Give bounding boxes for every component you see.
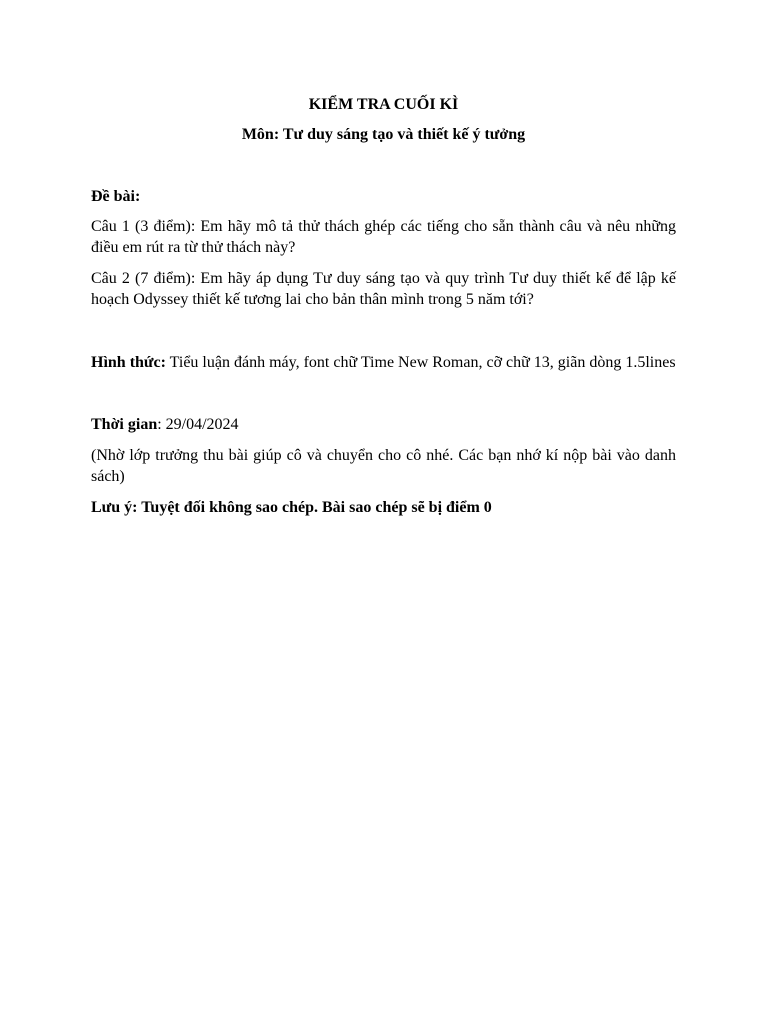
- time-text: : 29/04/2024: [157, 416, 239, 433]
- time-label: Thời gian: [91, 416, 158, 433]
- format-text: Tiểu luận đánh máy, font chữ Time New Roman, cỡ chữ 13, giãn dòng 1.5lines: [165, 354, 676, 371]
- plagiarism-warning: Lưu ý: Tuyệt đối không sao chép. Bài sao chép sẽ bị điểm 0: [91, 499, 492, 516]
- exam-title: KIỂM TRA CUỐI KÌ: [308, 96, 459, 113]
- question-1: Câu 1 (3 điểm): Em hãy mô tả thử thách ghép các tiếng cho sẵn thành câu và nêu những điều em rút ra từ thử thách này?: [91, 218, 676, 256]
- document-body: [91, 94, 676, 518]
- question-2: Câu 2 (7 điểm): Em hãy áp dụng Tư duy sáng tạo và quy trình Tư duy thiết kế để lập kế hoạch Odyssey thiết kế tương lai cho bản thân mình trong 5 năm tới?: [91, 270, 676, 308]
- deadline-paragraph: [91, 414, 676, 435]
- submission-note: (Nhờ lớp trưởng thu bài giúp cô và chuyển cho cô nhé. Các bạn nhớ kí nộp bài vào danh sách): [91, 447, 676, 485]
- format-paragraph: [91, 352, 676, 373]
- subject-line: Môn: Tư duy sáng tạo và thiết kế ý tưởng: [241, 126, 526, 143]
- format-label: Hình thức:: [91, 354, 166, 371]
- assignment-heading: Đề bài:: [91, 188, 141, 205]
